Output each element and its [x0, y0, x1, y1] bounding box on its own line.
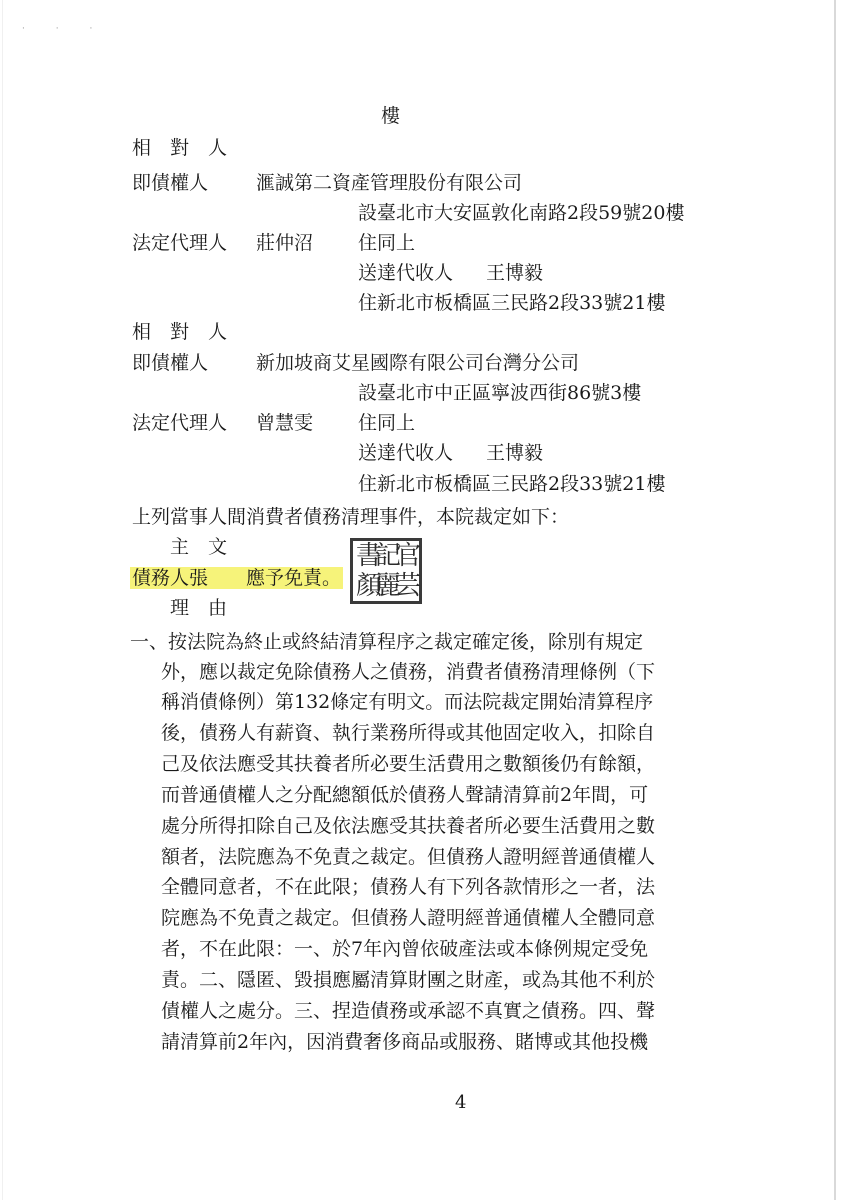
seal-char: 記 [375, 541, 402, 571]
reason-line: 責。二、隱匿、毀損應屬清算財團之財產，或為其他不利於 [161, 969, 656, 991]
party1-rep-address: 住同上 [358, 232, 416, 254]
party2-rep-label: 法定代理人 [132, 412, 228, 434]
ruling-text [130, 566, 343, 590]
reason-line: 而普通債權人之分配總額低於債務人聲請清算前2年間，可 [161, 784, 649, 806]
ruling-heading: 主 文 [170, 536, 228, 558]
party2-creditor-name: 新加坡商艾星國際有限公司台灣分公司 [256, 352, 580, 374]
party2-agent-address: 住新北市板橋區三民路2段33號21樓 [358, 473, 666, 495]
party2-creditor-address: 設臺北市中正區寧波西街86號3樓 [358, 382, 642, 404]
continuation-text: 樓 [381, 105, 401, 127]
clerk-seal [350, 538, 422, 604]
reason-line: 己及依法應受其扶養者所必要生活費用之數額後仍有餘額， [161, 753, 656, 775]
reason-line: 一、按法院為終止或終結清算程序之裁定確定後，除別有規定 [130, 631, 644, 653]
intro-statement: 上列當事人間消費者債務清理事件，本院裁定如下： [132, 506, 570, 528]
party2-rep-address: 住同上 [358, 412, 416, 434]
party2-creditor-label: 即債權人 [132, 352, 209, 374]
party2-agent-name: 王博毅 [486, 442, 544, 464]
party2-agent-label: 送達代收人 [358, 442, 454, 464]
party1-creditor-address: 設臺北市大安區敦化南路2段59號20樓 [358, 202, 685, 224]
scan-specks: · · · [22, 24, 107, 34]
seal-char: 顏 [356, 571, 383, 601]
party2-role: 相 對 人 [132, 321, 228, 343]
reason-line: 處分所得扣除自己及依法應受其扶養者所必要生活費用之數 [161, 815, 656, 837]
scan-edge-right [834, 0, 836, 1200]
party1-agent-label: 送達代收人 [358, 262, 454, 284]
party1-creditor-name: 滙誠第二資產管理股份有限公司 [256, 172, 523, 194]
seal-char: 芸 [395, 571, 422, 601]
reason-line: 後，債務人有薪資、執行業務所得或其他固定收入，扣除自 [161, 722, 656, 744]
page-number: 4 [455, 1092, 467, 1113]
party1-role: 相 對 人 [132, 137, 228, 159]
reason-line: 全體同意者，不在此限；債務人有下列各款情形之一者，法 [161, 876, 656, 898]
reason-line: 請清算前2年內，因消費奢侈商品或服務、賭博或其他投機 [161, 1031, 649, 1053]
party1-rep-label: 法定代理人 [132, 232, 228, 254]
seal-char: 麗 [375, 571, 402, 601]
party1-agent-name: 王博毅 [486, 262, 544, 284]
reason-line: 稱消債條例）第132條定有明文。而法院裁定開始清算程序 [161, 691, 654, 713]
reasons-heading: 理 由 [170, 597, 228, 619]
party1-agent-address: 住新北市板橋區三民路2段33號21樓 [358, 292, 666, 314]
reason-line: 院應為不免責之裁定。但債務人證明經普通債權人全體同意 [161, 907, 656, 929]
ruling-highlight: 債務人張 應予免責。 [132, 567, 342, 589]
reason-line: 額者，法院應為不免責之裁定。但債務人證明經普通債權人 [161, 846, 656, 868]
reason-line: 債權人之處分。三、捏造債務或承認不真實之債務。四、聲 [161, 1000, 656, 1022]
party2-rep-name: 曾慧雯 [256, 412, 314, 434]
seal-char: 官 [395, 541, 422, 571]
reason-line: 外，應以裁定免除債務人之債務，消費者債務清理條例（下 [161, 661, 656, 683]
reason-line: 者，不在此限：一、於7年內曾依破產法或本條例規定受免 [161, 938, 649, 960]
scan-edge-left [2, 0, 3, 1200]
seal-char: 書 [356, 541, 383, 571]
party1-rep-name: 莊仲沼 [256, 232, 314, 254]
party1-creditor-label: 即債權人 [132, 172, 209, 194]
